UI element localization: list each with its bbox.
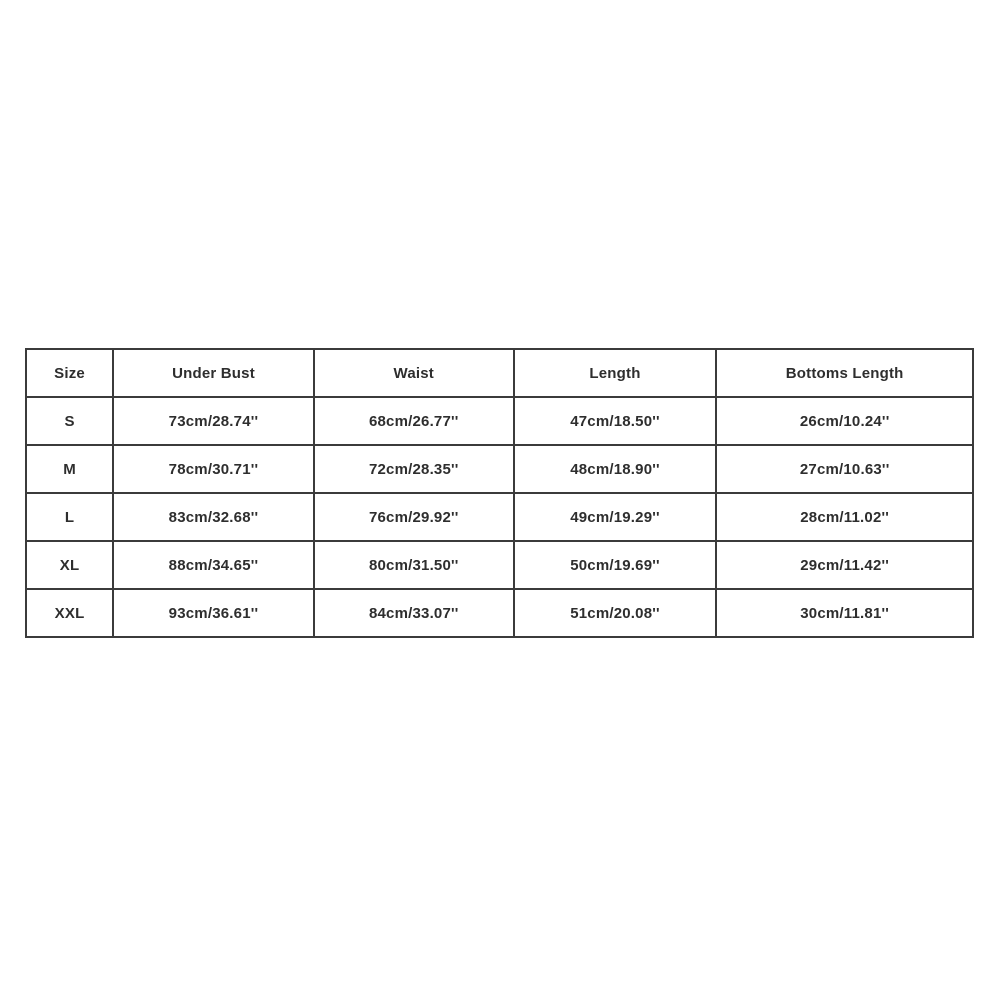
table-row-s [26,397,973,445]
column-header-under-bust: Under Bust [113,349,314,397]
table-row-xl [26,541,973,589]
under-bust-value: 83cm/32.68'' [113,493,314,541]
bottoms-length-value: 28cm/11.02'' [716,493,973,541]
size-chart-table [25,348,974,638]
bottoms-length-value: 26cm/10.24'' [716,397,973,445]
bottoms-length-value: 29cm/11.42'' [716,541,973,589]
waist-value: 76cm/29.92'' [314,493,514,541]
under-bust-value: 88cm/34.65'' [113,541,314,589]
bottoms-length-value: 27cm/10.63'' [716,445,973,493]
under-bust-value: 93cm/36.61'' [113,589,314,637]
length-value: 50cm/19.69'' [514,541,717,589]
column-header-bottoms-length: Bottoms Length [716,349,973,397]
table-row-xxl [26,589,973,637]
under-bust-value: 78cm/30.71'' [113,445,314,493]
length-value: 49cm/19.29'' [514,493,717,541]
column-header-waist: Waist [314,349,514,397]
waist-value: 80cm/31.50'' [314,541,514,589]
under-bust-value: 73cm/28.74'' [113,397,314,445]
length-value: 48cm/18.90'' [514,445,717,493]
column-header-length: Length [514,349,717,397]
table-row-l [26,493,973,541]
size-label: XL [26,541,113,589]
size-label: S [26,397,113,445]
waist-value: 72cm/28.35'' [314,445,514,493]
size-label: XXL [26,589,113,637]
column-header-size: Size [26,349,113,397]
header-row [26,349,973,397]
bottoms-length-value: 30cm/11.81'' [716,589,973,637]
table-row-m [26,445,973,493]
size-label: L [26,493,113,541]
length-value: 51cm/20.08'' [514,589,717,637]
length-value: 47cm/18.50'' [514,397,717,445]
waist-value: 84cm/33.07'' [314,589,514,637]
size-label: M [26,445,113,493]
waist-value: 68cm/26.77'' [314,397,514,445]
